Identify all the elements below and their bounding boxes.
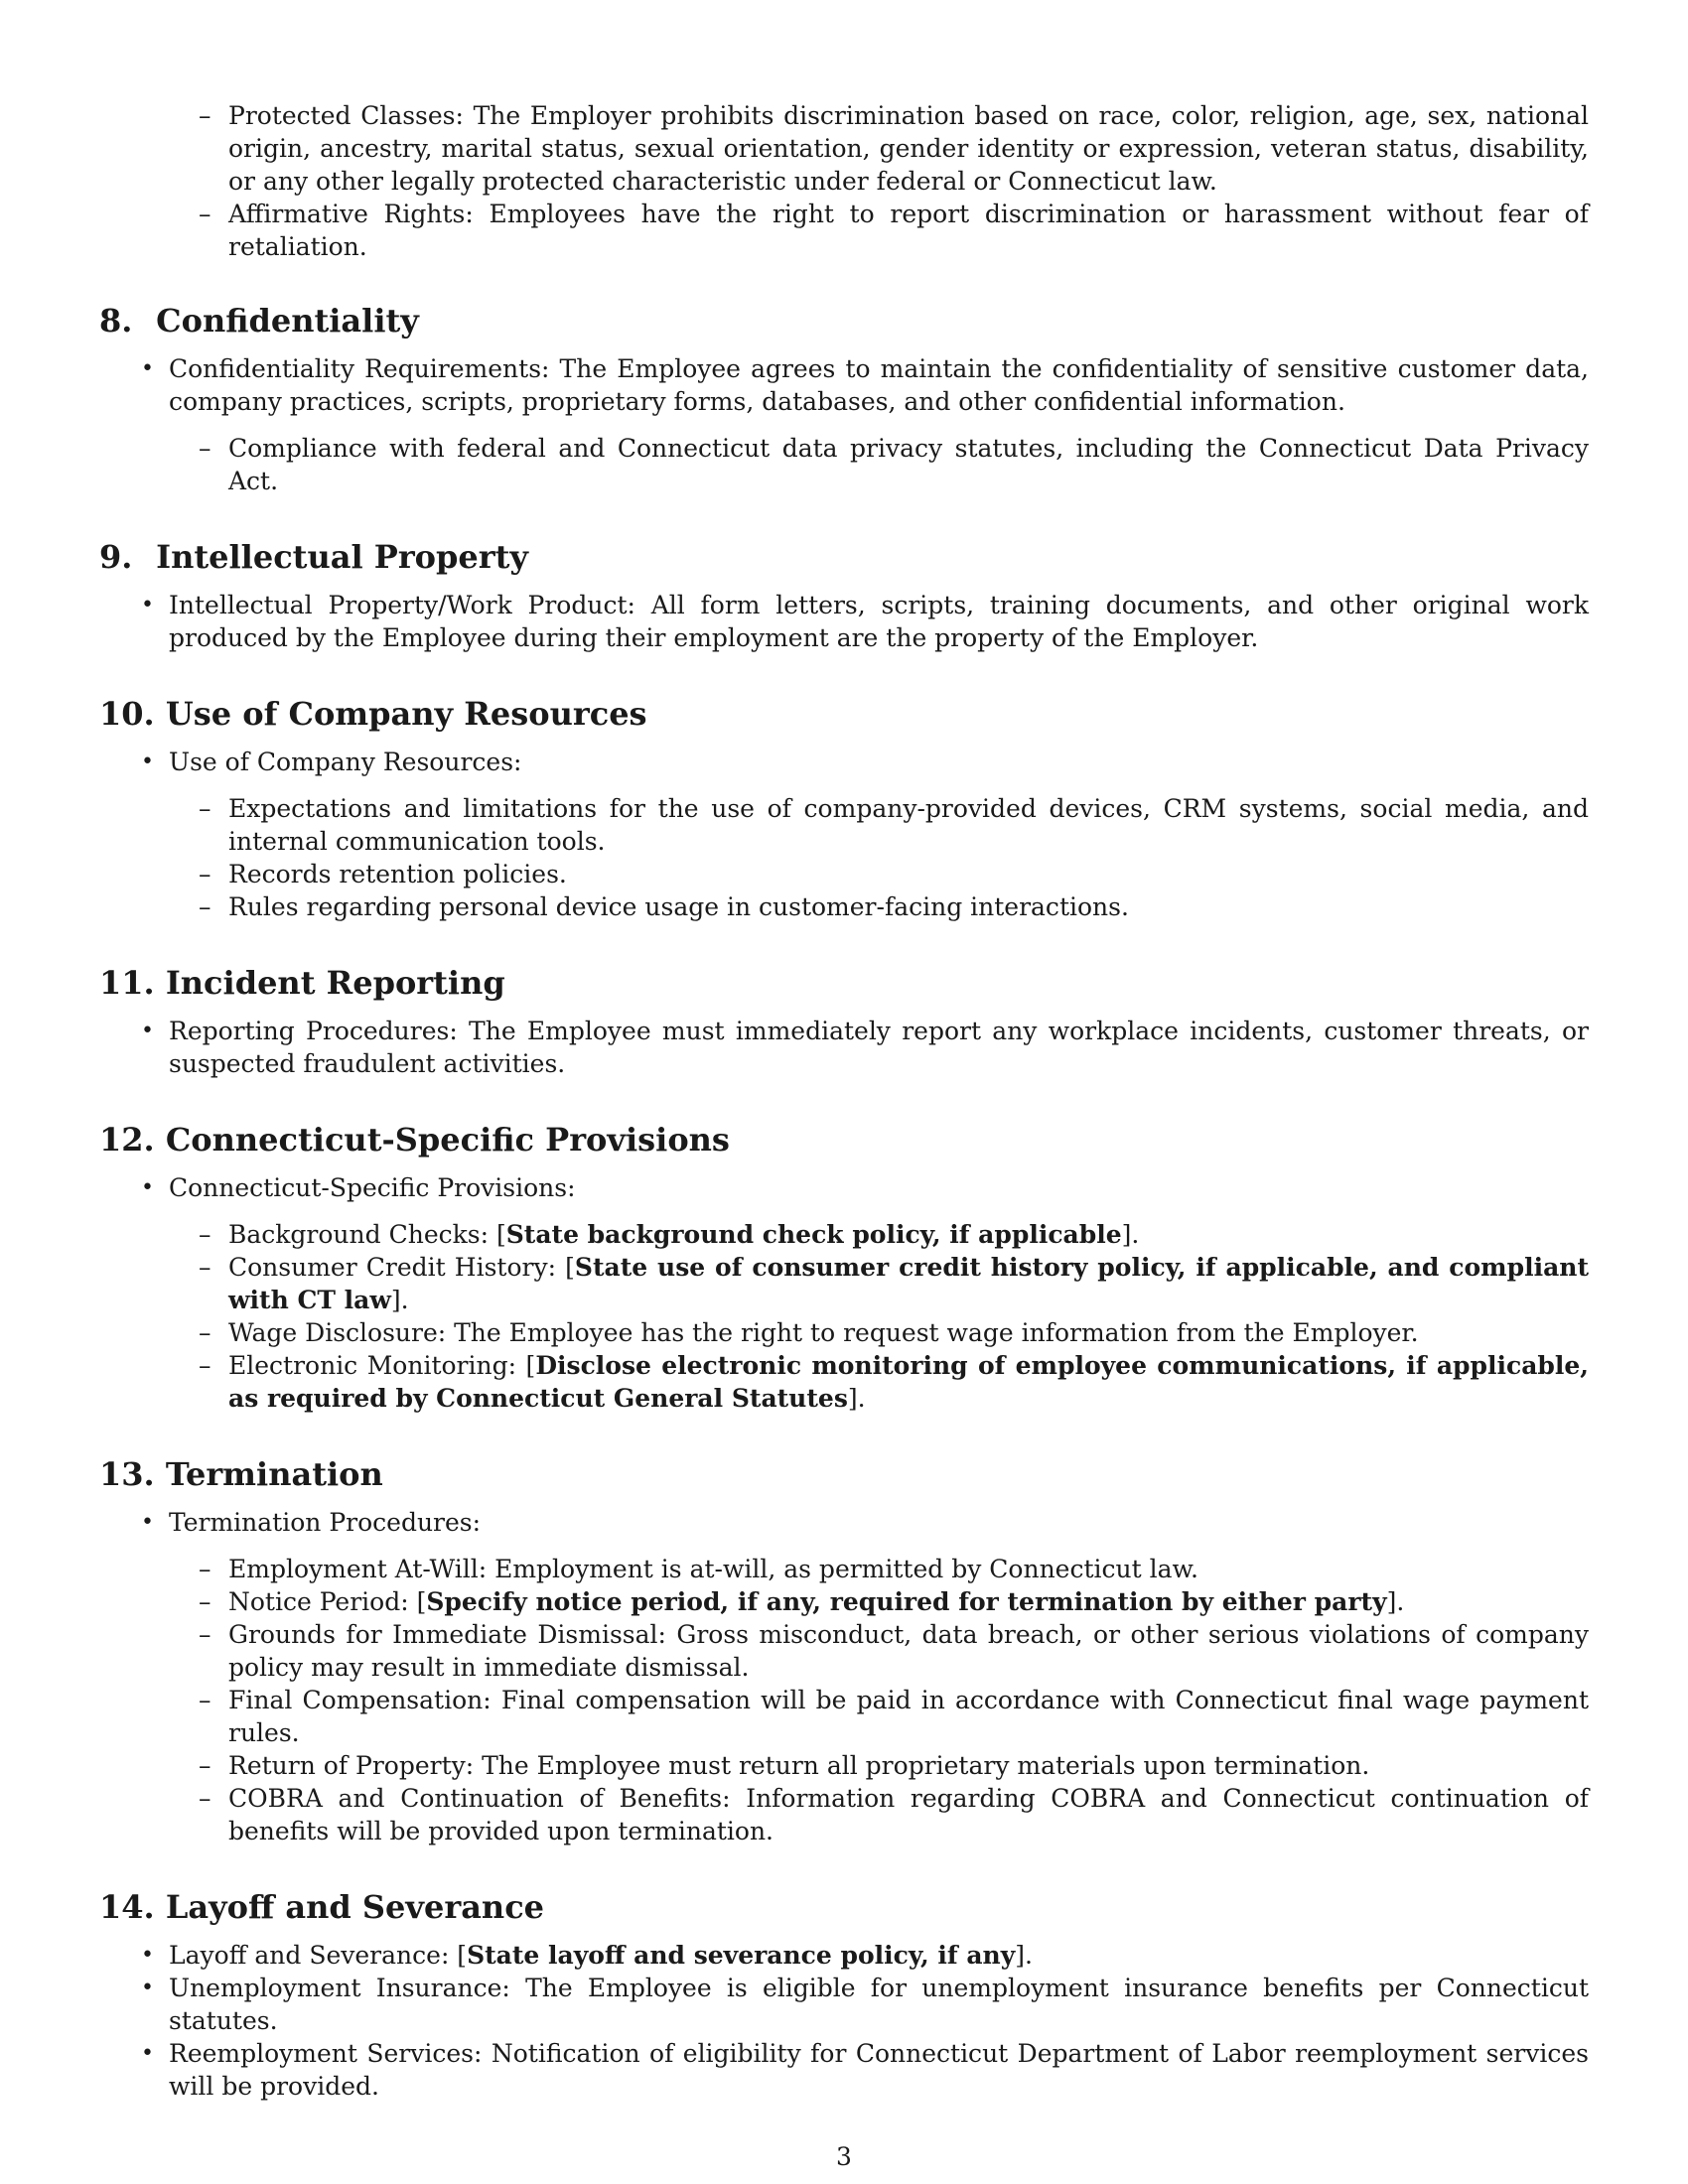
dash-marker: – bbox=[199, 1220, 211, 1249]
sub-item-text: Protected Classes: The Employer prohibits discrimination based on race, color, religion, age, sex, national origin, ancestry, marital status, sexual orientation, gender identity or expression, veteran status, disability, or any other legally protected characteristic under federal or Connecticut law. bbox=[228, 101, 1589, 196]
bullet-item bbox=[99, 1972, 1589, 2037]
bullet-marker: • bbox=[141, 1019, 154, 1043]
dash-marker: – bbox=[199, 892, 211, 921]
sub-item bbox=[99, 890, 1589, 923]
sub-item bbox=[99, 198, 1589, 263]
bullet-item bbox=[99, 1506, 1589, 1539]
sub-item-text: Final Compensation: Final compensation will be paid in accordance with Connecticut final wage payment rules. bbox=[228, 1686, 1589, 1747]
sub-item bbox=[99, 1218, 1589, 1251]
placeholder-text: State layoff and severance policy, if any bbox=[467, 1941, 1016, 1970]
sub-item-text: Rules regarding personal device usage in customer-facing interactions. bbox=[228, 892, 1129, 921]
sub-item bbox=[99, 1553, 1589, 1585]
sub-item-text: Grounds for Immediate Dismissal: Gross misconduct, data breach, or other serious violations of company policy may result in immediate dismissal. bbox=[228, 1620, 1589, 1682]
section-heading bbox=[99, 1887, 1589, 1927]
sub-item-text: Compliance with federal and Connecticut data privacy statutes, including the Connecticut Data Privacy Act. bbox=[228, 434, 1589, 495]
sub-item bbox=[99, 1349, 1589, 1415]
sub-item bbox=[99, 1684, 1589, 1749]
sub-item bbox=[99, 1749, 1589, 1782]
sub-item bbox=[99, 1618, 1589, 1684]
section-number: 12. bbox=[99, 1121, 155, 1159]
bullet-text: Unemployment Insurance: The Employee is eligible for unemployment insurance benefits per Connecticut statutes. bbox=[169, 1974, 1589, 2035]
section-heading bbox=[99, 963, 1589, 1003]
section-title: Termination bbox=[165, 1455, 383, 1493]
bullet-marker: • bbox=[141, 2041, 154, 2066]
section-10 bbox=[99, 694, 1589, 923]
sub-item bbox=[99, 858, 1589, 890]
bullet-text: Layoff and Severance: [ bbox=[169, 1941, 468, 1970]
section-14 bbox=[99, 1887, 1589, 2103]
sub-item-text: ]. bbox=[847, 1384, 866, 1413]
sub-list bbox=[99, 1553, 1589, 1847]
page-number: 3 bbox=[836, 2142, 852, 2171]
dash-marker: – bbox=[199, 1751, 211, 1780]
section-number: 11. bbox=[99, 964, 155, 1002]
bullet-text: Reemployment Services: Notification of eligibility for Connecticut Department of Labor reemployment services will be provided. bbox=[169, 2039, 1589, 2101]
sub-list bbox=[99, 432, 1589, 497]
document-page bbox=[99, 99, 1589, 2103]
dash-marker: – bbox=[199, 860, 211, 888]
section-13 bbox=[99, 1454, 1589, 1847]
sub-item-text: Employment At-Will: Employment is at-will, as permitted by Connecticut law. bbox=[228, 1555, 1198, 1583]
sub-item bbox=[99, 1316, 1589, 1349]
bullet-item bbox=[99, 589, 1589, 654]
sub-item-text: Expectations and limitations for the use of company-provided devices, CRM systems, social media, and internal communication tools. bbox=[228, 794, 1589, 856]
section-9 bbox=[99, 537, 1589, 654]
section-number: 10. bbox=[99, 695, 155, 733]
dash-marker: – bbox=[199, 1587, 211, 1616]
section-12 bbox=[99, 1120, 1589, 1415]
top-sublist bbox=[99, 99, 1589, 263]
sub-item-text: ]. bbox=[1121, 1220, 1140, 1249]
section-title: Use of Company Resources bbox=[165, 695, 647, 733]
sub-item bbox=[99, 432, 1589, 497]
dash-marker: – bbox=[199, 434, 211, 463]
section-title: Confidentiality bbox=[156, 302, 419, 340]
dash-marker: – bbox=[199, 1351, 211, 1380]
dash-marker: – bbox=[199, 794, 211, 823]
section-heading bbox=[99, 537, 1589, 577]
bullet-marker: • bbox=[141, 1175, 154, 1200]
sub-item bbox=[99, 1585, 1589, 1618]
dash-marker: – bbox=[199, 101, 211, 130]
sub-item-text: Records retention policies. bbox=[228, 860, 567, 888]
bullet-text: Reporting Procedures: The Employee must immediately report any workplace incidents, customer threats, or suspected fraudulent activities. bbox=[169, 1017, 1589, 1078]
sub-item bbox=[99, 1782, 1589, 1847]
bullet-item bbox=[99, 352, 1589, 418]
section-title: Connecticut-Specific Provisions bbox=[165, 1121, 730, 1159]
sub-item bbox=[99, 792, 1589, 858]
sub-item bbox=[99, 99, 1589, 198]
bullet-marker: • bbox=[141, 750, 154, 774]
bullet-text: Use of Company Resources: bbox=[169, 748, 522, 776]
placeholder-text: Disclose electronic monitoring of employee communications, if applicable, as required by Connecticut General Statutes bbox=[228, 1351, 1589, 1413]
sub-item-text: Notice Period: [ bbox=[228, 1587, 427, 1616]
bullet-item bbox=[99, 1171, 1589, 1204]
placeholder-text: Specify notice period, if any, required for termination by either party bbox=[426, 1587, 1387, 1616]
bullet-text: Confidentiality Requirements: The Employee agrees to maintain the confidentiality of sensitive customer data, company practices, scripts, proprietary forms, databases, and other confidential information. bbox=[169, 354, 1589, 416]
section-number: 8. bbox=[99, 302, 133, 340]
section-title: Incident Reporting bbox=[165, 964, 505, 1002]
section-heading bbox=[99, 1120, 1589, 1160]
bullet-marker: • bbox=[141, 593, 154, 617]
sub-item-text: Return of Property: The Employee must return all proprietary materials upon termination. bbox=[228, 1751, 1370, 1780]
sub-item-text: Consumer Credit History: [ bbox=[228, 1253, 575, 1282]
sub-item-text: Wage Disclosure: The Employee has the right to request wage information from the Employer. bbox=[228, 1318, 1419, 1347]
sub-item-text: ]. bbox=[1386, 1587, 1405, 1616]
dash-marker: – bbox=[199, 1784, 211, 1813]
dash-marker: – bbox=[199, 200, 211, 228]
section-number: 13. bbox=[99, 1455, 155, 1493]
bullet-marker: • bbox=[141, 1510, 154, 1535]
bullet-text: Intellectual Property/Work Product: All form letters, scripts, training documents, and other original work produced by the Employee during their employment are the property of the Employer. bbox=[169, 591, 1589, 652]
placeholder-text: State use of consumer credit history policy, if applicable, and compliant with CT law bbox=[228, 1253, 1590, 1314]
section-11 bbox=[99, 963, 1589, 1080]
placeholder-text: State background check policy, if applicable bbox=[505, 1220, 1122, 1249]
bullet-item bbox=[99, 746, 1589, 778]
bullet-marker: • bbox=[141, 356, 154, 381]
bullet-text: ]. bbox=[1015, 1941, 1033, 1970]
sub-item-text: Background Checks: [ bbox=[228, 1220, 506, 1249]
sub-item bbox=[99, 1251, 1589, 1316]
bullet-item bbox=[99, 2037, 1589, 2103]
dash-marker: – bbox=[199, 1686, 211, 1714]
section-8 bbox=[99, 301, 1589, 497]
section-heading bbox=[99, 1454, 1589, 1494]
section-number: 9. bbox=[99, 538, 133, 576]
section-heading bbox=[99, 694, 1589, 734]
bullet-marker: • bbox=[141, 1976, 154, 2000]
dash-marker: – bbox=[199, 1620, 211, 1649]
bullet-item bbox=[99, 1939, 1589, 1972]
section-title: Layoff and Severance bbox=[165, 1888, 545, 1926]
bullet-text: Connecticut-Specific Provisions: bbox=[169, 1173, 576, 1202]
sub-item-text: Affirmative Rights: Employees have the right to report discrimination or harassment without fear of retaliation. bbox=[228, 200, 1589, 261]
bullet-text: Termination Procedures: bbox=[169, 1508, 482, 1537]
sub-list bbox=[99, 1218, 1589, 1415]
sub-item-text: ]. bbox=[390, 1286, 409, 1314]
section-number: 14. bbox=[99, 1888, 155, 1926]
section-title: Intellectual Property bbox=[156, 538, 528, 576]
bullet-item bbox=[99, 1015, 1589, 1080]
dash-marker: – bbox=[199, 1253, 211, 1282]
section-heading bbox=[99, 301, 1589, 341]
bullet-marker: • bbox=[141, 1943, 154, 1968]
sub-item-text: Electronic Monitoring: [ bbox=[228, 1351, 536, 1380]
dash-marker: – bbox=[199, 1555, 211, 1583]
sub-list bbox=[99, 792, 1589, 923]
dash-marker: – bbox=[199, 1318, 211, 1347]
sub-item-text: COBRA and Continuation of Benefits: Information regarding COBRA and Connecticut continuation of benefits will be provided upon termination. bbox=[228, 1784, 1589, 1845]
